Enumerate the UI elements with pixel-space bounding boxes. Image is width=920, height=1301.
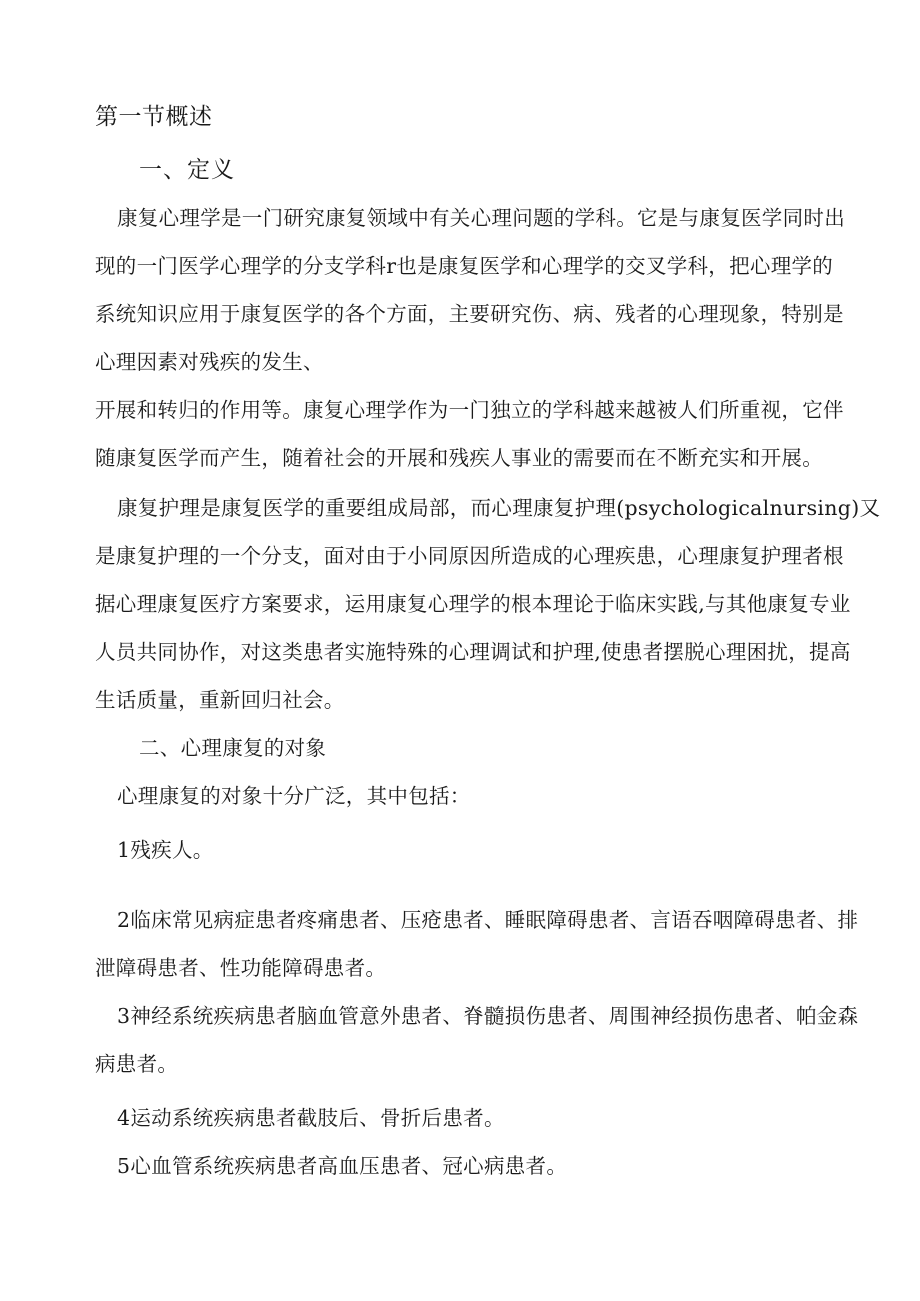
list-item-continued: 泄障碍患者、性功能障碍患者。 [95,956,387,980]
paragraph-line: 康复心理学是一门研究康复领域中有关心理问题的学科。它是与康复医学同时出 [117,206,845,230]
paragraph-line: 现的一门医学心理学的分支学科r也是康复医学和心理学的交叉学科，把心理学的 [95,254,834,278]
paragraph-line: 据心理康复医疗方案要求，运用康复心理学的根本理论于临床实践,与其他康复专业 [95,592,851,616]
paragraph-line: 随康复医学而产生，随着社会的开展和残疾人事业的需要而在不断充实和开展。 [95,446,823,470]
intro-line: 心理康复的对象十分广泛，其中包括： [117,784,471,808]
list-item-continued: 病患者。 [95,1052,179,1076]
list-item: 2临床常见病症患者疼痛患者、压疮患者、睡眠障碍患者、言语吞咽障碍患者、排 [117,908,859,932]
paragraph-line: 心理因素对残疾的发生、 [95,350,324,374]
list-item: 1残疾人。 [117,838,214,862]
list-item: 4运动系统疾病患者截肢后、骨折后患者。 [117,1106,505,1130]
paragraph-line: 人员共同协作，对这类患者实施特殊的心理调试和护理,使患者摆脱心理困扰，提高 [95,640,851,664]
paragraph-line: 是康复护理的一个分支，面对由于小同原因所造成的心理疾患，心理康复护理者根 [95,544,844,568]
list-item: 3神经系统疾病患者脑血管意外患者、脊髓损伤患者、周围神经损伤患者、帕金森 [117,1004,859,1028]
section-title: 第一节概述 [95,104,213,130]
paragraph-line: 开展和转归的作用等。康复心理学作为一门独立的学科越来越被人们所重视，它伴 [95,398,844,422]
paragraph-line: 生话质量，重新回归社会。 [95,688,345,712]
paragraph-line: 系统知识应用于康复医学的各个方面，主要研究伤、病、残者的心理现象，特别是 [95,302,844,326]
list-item: 5心血管系统疾病患者高血压患者、冠心病患者。 [117,1154,568,1178]
heading-targets: 二、心理康复的对象 [139,736,327,760]
heading-definition: 一、定义 [139,157,235,183]
paragraph-line: 康复护理是康复医学的重要组成局部，而心理康复护理(psychologicalnursing)又 [117,496,881,520]
